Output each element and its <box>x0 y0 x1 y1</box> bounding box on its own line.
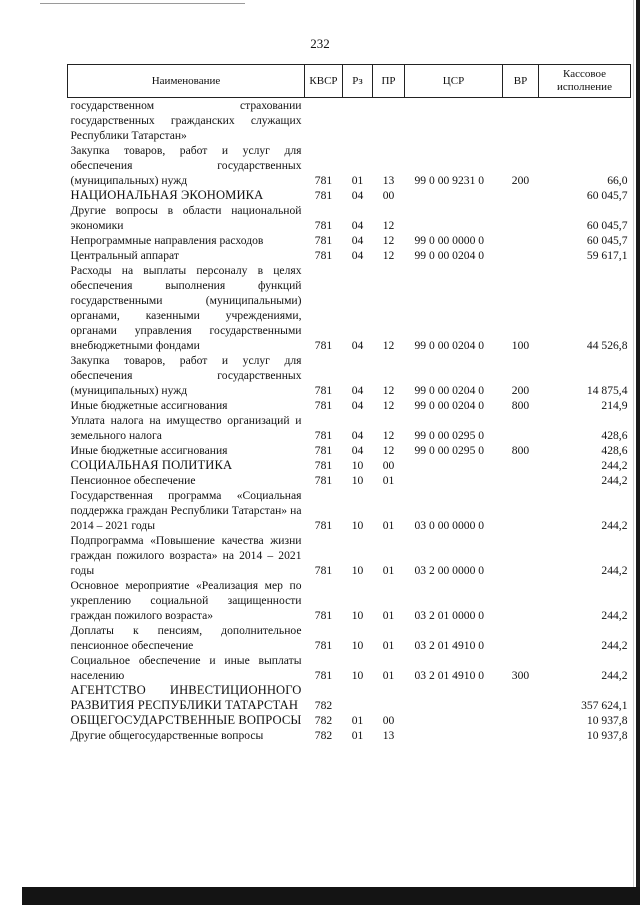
row-vr <box>503 533 539 578</box>
row-cash-value: 244,2 <box>601 564 628 577</box>
row-rz: 01 <box>351 729 364 742</box>
row-csr <box>405 203 503 233</box>
row-pr: 01 <box>382 519 395 532</box>
row-name: Пенсионное обеспечение <box>70 474 196 487</box>
row-csr: 03 2 01 4910 0 <box>414 669 485 682</box>
scan-bottom-border <box>22 887 640 905</box>
row-vr <box>503 623 539 653</box>
page-number: 232 <box>310 36 330 51</box>
budget-table <box>67 64 631 743</box>
table-row <box>68 653 631 683</box>
row-kvsr: 782 <box>314 729 333 742</box>
row-pr: 12 <box>382 384 395 397</box>
row-cash-value: 59 617,1 <box>586 249 628 262</box>
row-name: АГЕНТСТВО ИНВЕСТИЦИОННОГО РАЗВИТИЯ РЕСПУБЛИКИ ТАТАРСТАН <box>70 683 302 712</box>
row-csr <box>405 473 503 488</box>
row-pr: 12 <box>382 339 395 352</box>
row-kvsr: 781 <box>314 219 333 232</box>
table-row <box>68 473 631 488</box>
table-row <box>68 623 631 653</box>
table-row <box>68 203 631 233</box>
row-cash-value: 244,2 <box>601 609 628 622</box>
header-vr: ВР <box>503 65 539 98</box>
row-vr: 200 <box>511 174 530 187</box>
row-pr: 12 <box>382 249 395 262</box>
table-row <box>68 248 631 263</box>
row-pr: 12 <box>382 444 395 457</box>
row-cash-value: 244,2 <box>601 459 628 472</box>
row-vr <box>503 98 539 144</box>
row-csr: 03 2 00 0000 0 <box>414 564 485 577</box>
row-pr: 12 <box>382 234 395 247</box>
row-cash-value: 60 045,7 <box>586 189 628 202</box>
row-rz: 04 <box>351 249 364 262</box>
row-name: ОБЩЕГОСУДАРСТВЕННЫЕ ВОПРОСЫ <box>70 713 302 727</box>
row-cash-value <box>539 98 631 144</box>
table-row <box>68 143 631 188</box>
row-name: Доплаты к пенсиям, дополнительное пенсионное обеспечение <box>70 624 302 652</box>
row-kvsr: 781 <box>314 444 333 457</box>
row-rz: 04 <box>351 384 364 397</box>
row-cash-value: 10 937,8 <box>586 729 628 742</box>
row-kvsr: 781 <box>314 339 333 352</box>
table-row <box>68 353 631 398</box>
row-name: Другие вопросы в области национальной экономики <box>70 204 302 232</box>
row-csr: 99 0 00 0204 0 <box>414 384 485 397</box>
table-row <box>68 728 631 743</box>
header-name: Наименование <box>68 65 305 98</box>
row-vr <box>503 203 539 233</box>
table-row <box>68 98 631 144</box>
row-rz: 10 <box>351 474 364 487</box>
row-kvsr: 781 <box>314 189 333 202</box>
table-row <box>68 488 631 533</box>
row-kvsr: 781 <box>314 639 333 652</box>
row-pr: 01 <box>382 609 395 622</box>
row-rz: 04 <box>351 429 364 442</box>
row-kvsr: 781 <box>314 669 333 682</box>
row-vr <box>503 248 539 263</box>
row-cash-value: 14 875,4 <box>586 384 628 397</box>
scan-right-border <box>636 0 640 905</box>
row-vr: 200 <box>511 384 530 397</box>
row-rz <box>343 98 373 144</box>
header-rz: Рз <box>343 65 373 98</box>
row-cash-value: 214,9 <box>601 399 628 412</box>
row-csr: 99 0 00 0000 0 <box>414 234 485 247</box>
row-cash-value: 66,0 <box>607 174 628 187</box>
row-name: государственном страховании государственных гражданских служащих Республики Татарстан» <box>70 99 302 142</box>
table-row <box>68 233 631 248</box>
row-pr: 00 <box>382 459 395 472</box>
row-pr: 13 <box>382 174 395 187</box>
row-cash-value: 60 045,7 <box>586 219 628 232</box>
row-csr: 99 0 00 0204 0 <box>414 399 485 412</box>
row-cash-value: 428,6 <box>601 444 628 457</box>
row-kvsr: 781 <box>314 234 333 247</box>
row-name: Государственная программа «Социальная поддержка граждан Республики Татарстан» на 2014 – 2021 годы <box>70 489 302 532</box>
table-row <box>68 263 631 353</box>
row-vr <box>503 413 539 443</box>
row-vr <box>503 473 539 488</box>
row-cash-value: 244,2 <box>601 474 628 487</box>
row-kvsr <box>305 98 343 144</box>
row-cash-value: 44 526,8 <box>586 339 628 352</box>
header-pr: ПР <box>373 65 405 98</box>
row-cash-value: 357 624,1 <box>581 699 628 712</box>
table-row <box>68 458 631 473</box>
row-rz: 04 <box>351 399 364 412</box>
row-pr: 01 <box>382 639 395 652</box>
row-vr <box>503 713 539 728</box>
row-rz: 01 <box>351 714 364 727</box>
row-pr: 12 <box>382 219 395 232</box>
row-csr <box>405 188 503 203</box>
row-rz <box>343 683 373 713</box>
row-rz: 10 <box>351 519 364 532</box>
header-kvsr: КВСР <box>305 65 343 98</box>
row-pr <box>373 683 405 713</box>
row-pr: 00 <box>382 714 395 727</box>
row-name: Другие общегосударственные вопросы <box>70 729 264 742</box>
row-pr <box>373 98 405 144</box>
row-vr <box>503 233 539 248</box>
row-rz: 01 <box>351 174 364 187</box>
row-cash-value: 10 937,8 <box>586 714 628 727</box>
row-vr <box>503 488 539 533</box>
row-rz: 04 <box>351 189 364 202</box>
row-csr: 99 0 00 0295 0 <box>414 444 485 457</box>
row-vr <box>503 188 539 203</box>
row-rz: 10 <box>351 459 364 472</box>
row-kvsr: 781 <box>314 429 333 442</box>
row-kvsr: 781 <box>314 459 333 472</box>
row-vr: 800 <box>511 444 530 457</box>
row-csr <box>405 713 503 728</box>
row-pr: 01 <box>382 474 395 487</box>
row-cash-value: 428,6 <box>601 429 628 442</box>
row-csr <box>405 98 503 144</box>
row-rz: 10 <box>351 639 364 652</box>
row-vr: 100 <box>511 339 530 352</box>
table-row <box>68 533 631 578</box>
row-rz: 04 <box>351 339 364 352</box>
row-pr: 00 <box>382 189 395 202</box>
row-pr: 13 <box>382 729 395 742</box>
scan-edge-line <box>633 0 634 905</box>
table-row <box>68 398 631 413</box>
row-name: НАЦИОНАЛЬНАЯ ЭКОНОМИКА <box>70 188 264 202</box>
top-rule <box>40 3 245 4</box>
table-header <box>68 65 631 98</box>
row-csr <box>405 683 503 713</box>
row-name: Центральный аппарат <box>70 249 179 262</box>
row-csr: 03 0 00 0000 0 <box>414 519 485 532</box>
row-csr: 99 0 00 0295 0 <box>414 429 485 442</box>
row-name: Закупка товаров, работ и услуг для обеспечения государственных (муниципальных) нужд <box>70 144 302 187</box>
row-csr: 03 2 01 0000 0 <box>414 609 485 622</box>
table-body <box>68 98 631 744</box>
table-row <box>68 713 631 728</box>
row-vr <box>503 728 539 743</box>
row-kvsr: 782 <box>314 699 333 712</box>
row-name: Иные бюджетные ассигнования <box>70 444 228 457</box>
row-kvsr: 781 <box>314 384 333 397</box>
row-csr: 03 2 01 4910 0 <box>414 639 485 652</box>
row-pr: 01 <box>382 564 395 577</box>
row-name: Расходы на выплаты персоналу в целях обеспечения выполнения функций государственными (муниципальными) органами, казенными учреждениями, органами управления государственными внебюджетными фондами <box>70 264 302 352</box>
row-kvsr: 781 <box>314 564 333 577</box>
row-name: Подпрограмма «Повышение качества жизни граждан пожилого возраста» на 2014 – 2021 годы <box>70 534 302 577</box>
row-name: Непрограммные направления расходов <box>70 234 264 247</box>
row-rz: 04 <box>351 444 364 457</box>
table-row <box>68 188 631 203</box>
row-kvsr: 781 <box>314 249 333 262</box>
row-kvsr: 781 <box>314 474 333 487</box>
row-csr: 99 0 00 0204 0 <box>414 249 485 262</box>
table-row <box>68 683 631 713</box>
row-rz: 10 <box>351 564 364 577</box>
row-rz: 04 <box>351 219 364 232</box>
table-row <box>68 578 631 623</box>
row-kvsr: 781 <box>314 519 333 532</box>
row-rz: 10 <box>351 669 364 682</box>
row-kvsr: 781 <box>314 609 333 622</box>
row-name: Социальное обеспечение и иные выплаты населению <box>70 654 302 682</box>
header-cash-execution: Кассовое исполнение <box>539 65 631 98</box>
row-csr: 99 0 00 9231 0 <box>414 174 485 187</box>
header-csr: ЦСР <box>405 65 503 98</box>
row-kvsr: 781 <box>314 174 333 187</box>
row-rz: 10 <box>351 609 364 622</box>
row-rz: 04 <box>351 234 364 247</box>
row-pr: 12 <box>382 429 395 442</box>
row-cash-value: 60 045,7 <box>586 234 628 247</box>
row-vr <box>503 683 539 713</box>
row-name: Основное мероприятие «Реализация мер по укреплению социальной защищенности граждан пожилого возраста» <box>70 579 302 622</box>
row-name: Иные бюджетные ассигнования <box>70 399 228 412</box>
row-cash-value: 244,2 <box>601 639 628 652</box>
row-cash-value: 244,2 <box>601 519 628 532</box>
row-name: СОЦИАЛЬНАЯ ПОЛИТИКА <box>70 458 233 472</box>
row-vr <box>503 578 539 623</box>
row-name: Уплата налога на имущество организаций и земельного налога <box>70 414 302 442</box>
row-vr <box>503 458 539 473</box>
row-vr: 300 <box>511 669 530 682</box>
row-csr <box>405 458 503 473</box>
row-name: Закупка товаров, работ и услуг для обеспечения государственных (муниципальных) нужд <box>70 354 302 397</box>
row-pr: 12 <box>382 399 395 412</box>
row-cash-value: 244,2 <box>601 669 628 682</box>
row-vr: 800 <box>511 399 530 412</box>
row-kvsr: 781 <box>314 399 333 412</box>
table-row <box>68 443 631 458</box>
table-row <box>68 413 631 443</box>
row-csr <box>405 728 503 743</box>
row-pr: 01 <box>382 669 395 682</box>
row-kvsr: 782 <box>314 714 333 727</box>
row-csr: 99 0 00 0204 0 <box>414 339 485 352</box>
